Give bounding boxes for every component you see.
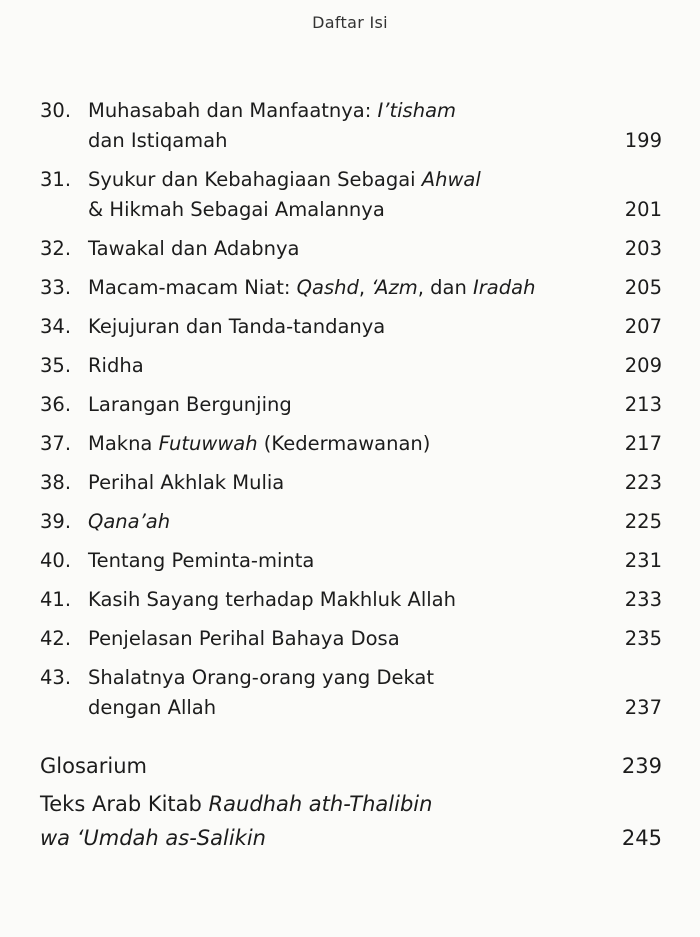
toc-entry-number: 37. — [40, 432, 72, 455]
toc-title-segment: Teks Arab Kitab — [40, 792, 209, 816]
toc-entry-page: 203 — [624, 237, 662, 260]
toc-title-segment: Perihal Akhlak Mulia — [88, 471, 285, 494]
toc-entry-page: 239 — [621, 754, 662, 778]
toc-entry-page: 231 — [624, 549, 662, 572]
toc-entry-title — [88, 390, 602, 420]
toc-entry-title — [88, 624, 602, 654]
toc-entry — [40, 507, 662, 537]
table-of-contents — [40, 96, 662, 859]
toc-entry — [40, 663, 662, 723]
toc-entry-title — [88, 273, 602, 303]
toc-title-segment: Glosarium — [40, 754, 147, 778]
toc-entry-number: 36. — [40, 393, 72, 416]
toc-entry-number: 39. — [40, 510, 72, 533]
toc-entry-number: 31. — [40, 168, 72, 191]
toc-title-segment: , dan — [417, 276, 474, 299]
toc-entry-number: 30. — [40, 99, 72, 122]
toc-entry-number: 34. — [40, 315, 72, 338]
toc-entry — [40, 165, 662, 225]
toc-entry — [40, 96, 662, 156]
toc-entry-title — [88, 663, 602, 723]
toc-entry-title — [88, 546, 602, 576]
toc-title-italic-segment: Qashd — [296, 276, 359, 299]
toc-title-segment: Kasih Sayang terhadap Makhluk Allah — [88, 588, 456, 611]
toc-entry-title — [88, 351, 602, 381]
toc-title-italic-segment: Iradah — [473, 276, 536, 299]
toc-entry-title — [88, 468, 602, 498]
toc-title-italic-segment: Raudhah ath-Thalibin wa ‘Umdah as-Salikin — [40, 792, 433, 850]
toc-entry-page: 245 — [621, 826, 662, 850]
toc-entry — [40, 546, 662, 576]
toc-title-italic-segment: Futuwwah — [158, 432, 258, 455]
toc-title-italic-segment: ‘Azm — [371, 276, 418, 299]
toc-entry-number: 35. — [40, 354, 72, 377]
toc-title-segment: Ridha — [88, 354, 144, 377]
toc-title-segment: Macam-macam Niat: — [88, 276, 297, 299]
toc-title-segment: Syukur dan Kebahagiaan Sebagai — [88, 168, 422, 191]
toc-title-italic-segment: Qana’ah — [88, 510, 171, 533]
toc-entry-page: 235 — [624, 627, 662, 650]
toc-entry — [40, 624, 662, 654]
toc-entry-page: 207 — [624, 315, 662, 338]
toc-entry-number: 43. — [40, 666, 72, 689]
toc-entry-title — [40, 787, 602, 855]
toc-entry — [40, 234, 662, 264]
toc-entry — [40, 429, 662, 459]
toc-entry-page: 237 — [624, 696, 662, 719]
toc-title-segment: Larangan Bergunjing — [88, 393, 292, 416]
toc-entry-page: 213 — [624, 393, 662, 416]
toc-title-italic-segment: I’tisham — [377, 99, 457, 122]
toc-title-segment: & Hikmah Sebagai Amalannya — [88, 198, 385, 221]
toc-entry — [40, 351, 662, 381]
toc-entry-number: 33. — [40, 276, 72, 299]
back-matter — [40, 749, 662, 855]
toc-entry-page: 233 — [624, 588, 662, 611]
page-header-title: Daftar Isi — [312, 13, 388, 32]
toc-entries — [40, 96, 662, 723]
toc-entry-page: 225 — [624, 510, 662, 533]
toc-entry-title — [88, 96, 602, 156]
toc-entry-page: 217 — [624, 432, 662, 455]
toc-entry-number: 40. — [40, 549, 72, 572]
toc-entry-page: 205 — [624, 276, 662, 299]
toc-entry-page: 201 — [624, 198, 662, 221]
toc-entry — [40, 273, 662, 303]
toc-entry-title — [88, 507, 602, 537]
toc-entry-number: 42. — [40, 627, 72, 650]
toc-entry-title — [40, 749, 602, 783]
toc-title-segment: Muhasabah dan Manfaatnya: — [88, 99, 378, 122]
toc-entry-number: 41. — [40, 588, 72, 611]
toc-entry — [40, 468, 662, 498]
toc-entry — [40, 312, 662, 342]
toc-entry-title — [88, 429, 602, 459]
toc-title-segment: , — [358, 276, 372, 299]
toc-title-segment: Kejujuran dan Tanda-tandanya — [88, 315, 386, 338]
toc-title-italic-segment: Ahwal — [421, 168, 481, 191]
toc-entry-number: 38. — [40, 471, 72, 494]
toc-entry — [40, 787, 662, 855]
toc-entry-page: 209 — [624, 354, 662, 377]
toc-entry-title — [88, 312, 602, 342]
toc-entry-title — [88, 165, 602, 225]
toc-entry-title — [88, 585, 602, 615]
toc-title-segment: (Kedermawanan) — [257, 432, 431, 455]
toc-title-segment: Tawakal dan Adabnya — [88, 237, 300, 260]
toc-entry-page: 223 — [624, 471, 662, 494]
toc-title-segment: Tentang Peminta-minta — [88, 549, 315, 572]
toc-entry — [40, 390, 662, 420]
toc-title-segment: dan Istiqamah — [88, 129, 228, 152]
toc-title-segment: Makna — [88, 432, 159, 455]
toc-title-segment: Penjelasan Perihal Bahaya Dosa — [88, 627, 400, 650]
toc-title-segment: Shalatnya Orang-orang yang Dekat dengan Allah — [88, 666, 435, 719]
toc-entry-number: 32. — [40, 237, 72, 260]
toc-entry-page: 199 — [624, 129, 662, 152]
toc-entry — [40, 585, 662, 615]
toc-entry — [40, 749, 662, 783]
toc-entry-title — [88, 234, 602, 264]
